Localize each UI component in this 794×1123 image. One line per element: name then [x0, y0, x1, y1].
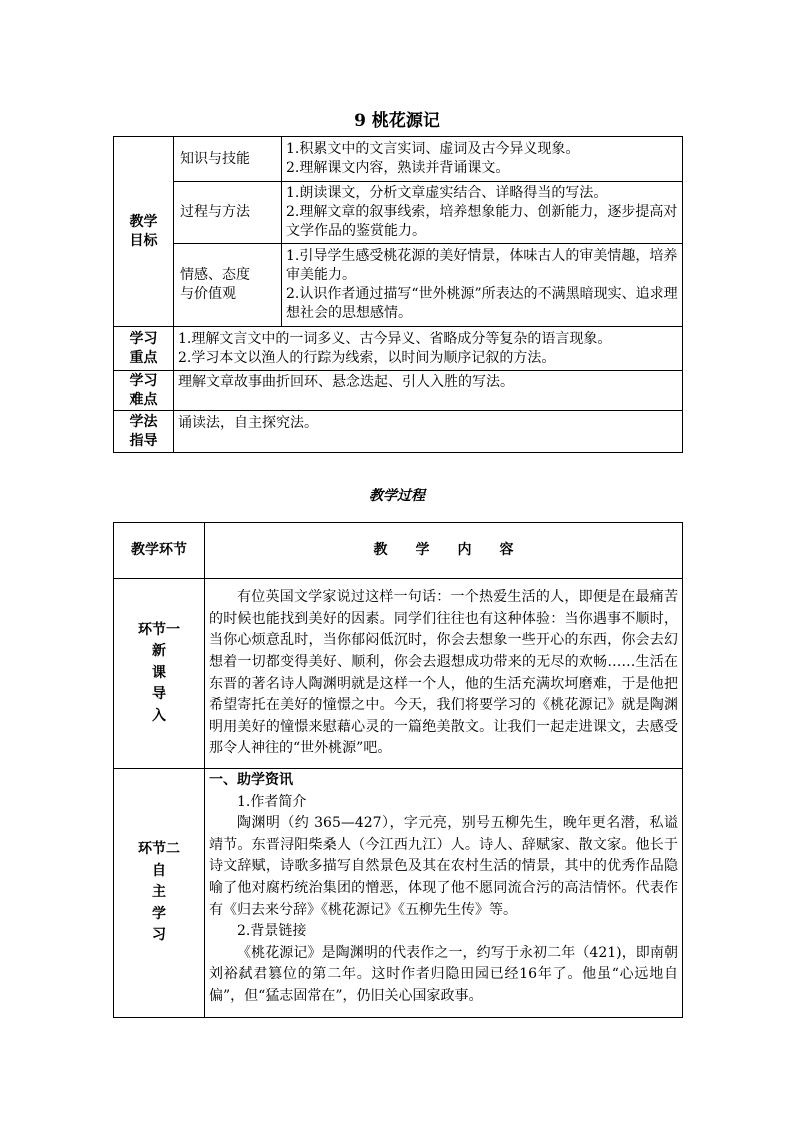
stage2-label — [114, 769, 205, 1018]
category-emotion-line2: 与价值观 — [180, 286, 236, 302]
objectives-label-line2: 目标 — [129, 232, 158, 249]
objectives-label-line1: 教学 — [129, 213, 158, 230]
objectives-label — [114, 137, 174, 327]
key-points-content — [174, 327, 683, 371]
objective-line: 1.朗读课文，分析文章虚实结合、详略得当的写法。 — [286, 185, 608, 201]
objectives-knowledge-content — [282, 137, 683, 182]
stage1-content: 有位英国文学家说过这样一句话：一个热爱生活的人，即便是在最痛苦的时候也能找到美好的因素。同学们往往也有这种体验：当你遇事不顺时，当你心烦意乱时，当你郁闷低沉时，你会去想象一些开心的东西，你会去幻想着一切都变得美好、顺利，你会去遐想成功带来的无尽的欢畅……生活在东晋的著名诗人陶渊明就是这样一个人，他的生活充满坎坷磨难，于是他把希望寄托在美好的憧憬之中。今天，我们将要学习的《桃花源记》就是陶渊明用美好的憧憬来慰藉心灵的一篇绝美散文。让我们一起走进课文，去感受那令人神往的“世外桃源”吧。 — [205, 579, 683, 769]
background-text: 《桃花源记》是陶渊明的代表作之一，约写于永初二年（421)，即南朝刘裕弑君篡位的第二年。这时作者归隐田园已经16年了。他虽“心远地自偏”，但“猛志固常在”，仍旧关心国家政事。 — [209, 944, 678, 1004]
stage1-label-line: 新 — [152, 643, 166, 660]
page-title: 9 桃花源记 — [354, 111, 440, 131]
key-points-label — [114, 327, 174, 371]
difficulties-label-line2: 难点 — [129, 391, 158, 408]
stage2-section-heading: 一、助学资讯 — [209, 772, 293, 788]
key-point-line: 2.学习本文以渔人的行踪为线索，以时间为顺序记叙的方法。 — [178, 349, 556, 366]
key-points-label-line1: 学习 — [129, 330, 158, 347]
header-stage: 教学环节 — [114, 523, 205, 579]
stage1-label — [114, 579, 205, 769]
objective-line: 2.理解文章的叙事线索，培养想象能力、创新能力，逐步提高对文学作品的鉴赏能力。 — [286, 204, 678, 239]
objective-line: 1.引导学生感受桃花源的美好情景，体味古人的审美情趣，培养审美能力。 — [286, 248, 678, 283]
stage2-label-line: 学 — [152, 905, 166, 922]
author-intro-text: 陶渊明（约 365—427），字元亮，别号五柳先生，晚年更名潜，私谥靖节。东晋浔阳柴桑人（今江西九江）人。诗人、辞赋家、散文家。他长于诗文辞赋，诗歌多描写自然景色及其在农村生活的情景，其中的优秀作品隐喻了他对腐朽统治集团的憎恶，体现了他不愿同流合污的高洁情怀。代表作有《归去来兮辞》《桃花源记》《五柳先生传》等。 — [209, 815, 678, 918]
stage1-label-line: 环节一 — [138, 621, 180, 638]
author-intro-heading: 1.作者简介 — [237, 793, 307, 810]
stage1-label-line: 入 — [152, 707, 166, 724]
key-point-line: 1.理解文言文中的一词多义、古今异义、省略成分等复杂的语言现象。 — [178, 330, 612, 347]
difficulties-label — [114, 371, 174, 411]
key-points-label-line2: 重点 — [129, 349, 158, 366]
objectives-process-content — [282, 182, 683, 244]
stage2-content — [205, 769, 683, 1018]
objectives-table — [113, 136, 683, 453]
difficulties-label-line1: 学习 — [129, 372, 158, 389]
objective-line: 2.认识作者通过描写“世外桃源”所表达的不满黑暗现实、追求理想社会的思想感情。 — [286, 286, 678, 321]
stage2-label-line: 习 — [152, 927, 166, 944]
stage2-label-line: 环节二 — [138, 841, 180, 858]
process-title: 教学过程 — [369, 488, 425, 504]
category-knowledge: 知识与技能 — [174, 137, 282, 182]
objective-line: 1.积累文中的文言实词、虚词及古今异义现象。 — [286, 141, 580, 157]
methods-label-line1: 学法 — [129, 413, 158, 430]
stage2-label-line: 自 — [152, 862, 166, 879]
stage2-label-line: 主 — [152, 884, 166, 901]
methods-label — [114, 411, 174, 453]
category-emotion-line1: 情感、态度 — [180, 267, 250, 283]
methods-label-line2: 指导 — [129, 432, 158, 449]
process-table — [113, 522, 683, 1018]
category-emotion — [174, 244, 282, 327]
header-content: 教 学 内 容 — [205, 523, 683, 579]
objective-line: 2.理解课文内容，熟读并背诵课文。 — [286, 160, 510, 176]
objectives-emotion-content — [282, 244, 683, 327]
methods-content: 诵读法，自主探究法。 — [174, 411, 683, 453]
category-process: 过程与方法 — [174, 182, 282, 244]
stage1-label-line: 导 — [152, 686, 166, 703]
stage1-label-line: 课 — [152, 664, 166, 681]
background-heading: 2.背景链接 — [237, 923, 307, 940]
difficulties-content: 理解文章故事曲折回环、悬念迭起、引人入胜的写法。 — [174, 371, 683, 411]
